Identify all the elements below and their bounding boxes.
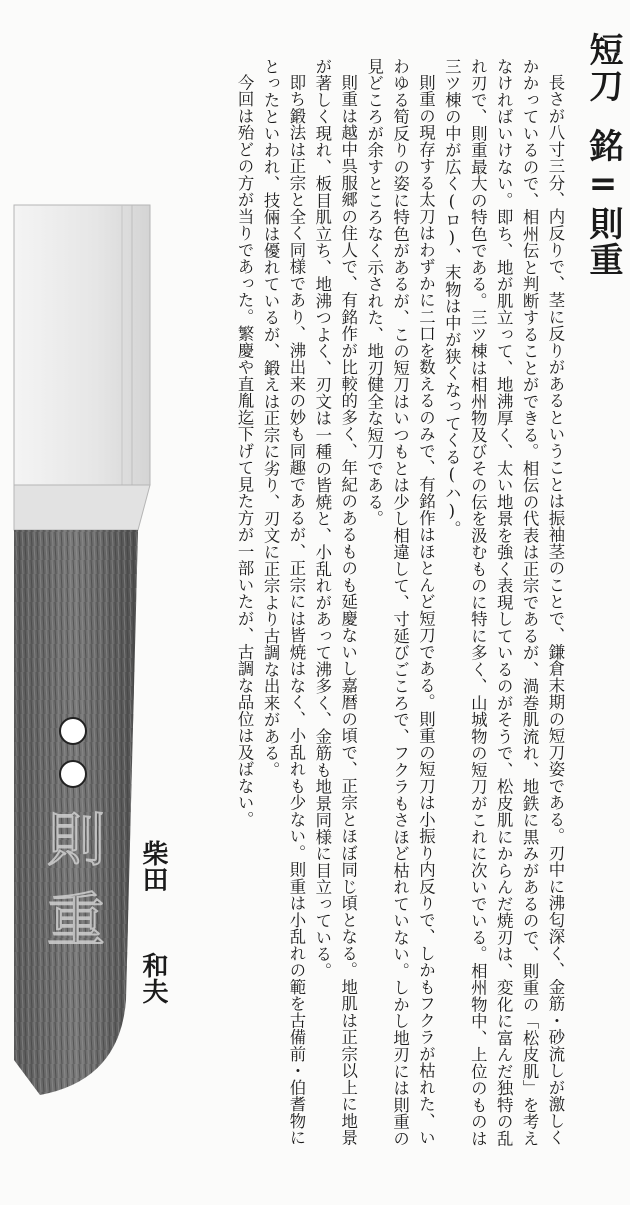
article-title	[583, 32, 623, 332]
title-inscription-label: 銘	[583, 128, 623, 164]
title-smith: 則重	[583, 206, 623, 278]
author-given-name: 和夫	[138, 952, 168, 1004]
paragraph-2: 則重の現存する太刀はわずかに二口を数えるのみで、有銘作はほとんど短刀である。則重の短刀は小振り内反りで、しかもフクラが枯れた、いわゆる筍反りの姿に特色があるが、この短刀はいつもとは少し相違して、寸延びごころで、フクラもさほど枯れていない。しかし地刃には則重の見どころが余すところなく示された、地刃健全な短刀である。	[364, 58, 436, 1147]
article-body	[48, 58, 568, 1163]
title-main: 短刀	[583, 32, 623, 104]
svg-text:重: 重	[46, 886, 106, 954]
title-separator: =	[583, 164, 623, 206]
sword-inscription: 則	[46, 806, 106, 874]
paragraph-4: 即ち鍛法は正宗と全く同様であり、沸出来の妙も同趣であるが、正宗には皆焼はなく、小乱れも少ない。則重は小乱れの範を古備前・伯耆物にとったといわれ、技倆は優れているが、鍛えは正宗に劣り、刃文に正宗より古調な出来がある。	[261, 58, 306, 1147]
author-byline	[140, 840, 166, 1004]
paragraph-1: 長さが八寸三分、内反りで、茎に反りがあるということは振袖茎のことで、鎌倉末期の短刀姿である。刃中に沸匂深く、金筋・砂流しが激しくかかっているので、相州伝と判断することができる。相伝の代表は正宗であるが、渦巻肌流れ、地鉄に黒みがあるので、則重の「松皮肌」を考えなければいけない。即ち、地が肌立って、地沸厚く、太い地景を強く表現しているのがそうで、松皮肌にからんだ焼刃は、変化に富んだ独特の乱れ刃で、則重最大の特色である。三ツ棟は相州物及びその伝を汲むものに特に多く、山城物の短刀がこれに次いでいる。相州物中、上位のものは三ツ棟の中が広く(ロ)、末物は中が狭くなってくる(ハ)。	[442, 58, 565, 1147]
paragraph-3: 則重は越中呉服郷の住人で、有銘作が比較的多く、年紀のあるものも延慶ないし嘉暦の頃で、正宗とほぼ同じ頃となる。地肌は正宗以上に地景が著しく現れ、板目肌立ち、地沸つよく、刃文は一種の皆焼と、小乱れがあって沸多く、金筋も地景同様に目立っている。	[312, 58, 358, 1147]
author-family-name: 柴田	[138, 840, 168, 892]
paragraph-5: 今回は殆どの方が当りであった。繁慶や直胤迄下げて見た方が一部いたが、古調な品位は及ばない。	[235, 74, 255, 829]
